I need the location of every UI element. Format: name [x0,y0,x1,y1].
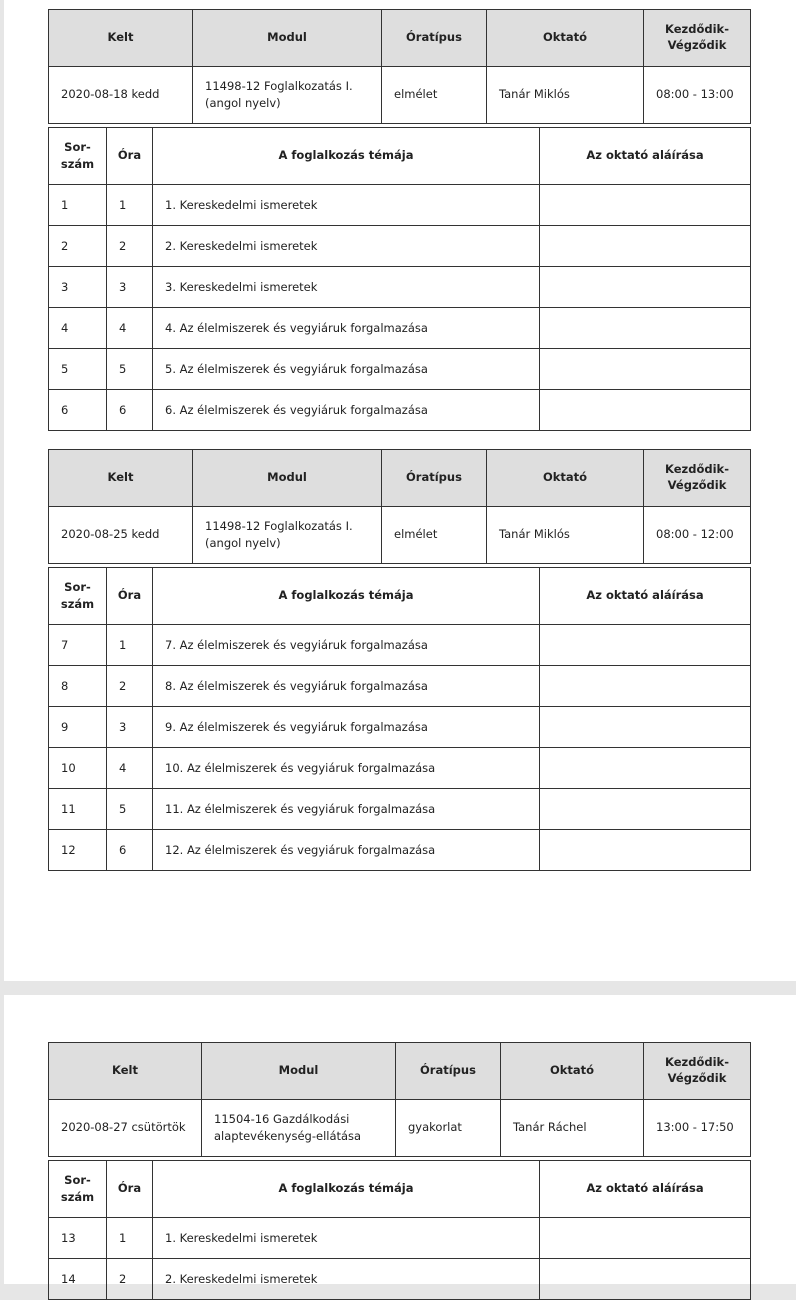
ora-cell: 6 [107,390,153,431]
sorszam-cell: 5 [49,349,107,390]
modul-value: 11498-12 Foglalkozatás I. (angol nyelv) [193,507,382,564]
col-alairas: Az oktató aláírása [540,568,751,625]
tema-cell: 8. Az élelmiszerek és vegyiáruk forgalmazása [153,666,540,707]
tema-cell: 10. Az élelmiszerek és vegyiáruk forgalmazása [153,748,540,789]
col-tema: A foglalkozás témája [153,128,540,185]
ora-cell: 5 [107,349,153,390]
table-row [49,789,751,830]
table-row [49,308,751,349]
oktato-value: Tanár Miklós [487,67,644,124]
ora-cell: 5 [107,789,153,830]
col-sorszam: Sor- szám [49,568,107,625]
document-page-1 [4,0,796,981]
signature-cell [540,267,751,308]
sorszam-cell: 4 [49,308,107,349]
signature-cell [540,666,751,707]
kelt-value: 2020-08-18 kedd [49,67,193,124]
session-block [48,449,750,871]
oratipus-value: elmélet [382,67,487,124]
col-kelt: Kelt [49,1043,202,1100]
col-oratipus: Óratípus [382,450,487,507]
oratipus-value: gyakorlat [396,1100,501,1157]
tema-cell: 11. Az élelmiszerek és vegyiáruk forgalmazása [153,789,540,830]
col-alairas: Az oktató aláírása [540,128,751,185]
table-row [49,1218,751,1259]
sorszam-cell: 12 [49,830,107,871]
oktato-value: Tanár Miklós [487,507,644,564]
col-modul: Modul [193,10,382,67]
sorszam-cell: 7 [49,625,107,666]
col-alairas: Az oktató aláírása [540,1161,751,1218]
session-header-table [48,9,751,124]
tema-cell: 1. Kereskedelmi ismeretek [153,1218,540,1259]
col-kelt: Kelt [49,450,193,507]
modul-value: 11498-12 Foglalkozatás I. (angol nyelv) [193,67,382,124]
session-header-table [48,1042,751,1157]
table-row [49,267,751,308]
ido-value: 08:00 - 13:00 [644,67,751,124]
signature-cell [540,789,751,830]
modul-value: 11504-16 Gazdálkodási alaptevékenység-ellátása [202,1100,396,1157]
table-row [49,390,751,431]
ora-cell: 2 [107,666,153,707]
ido-value: 13:00 - 17:50 [644,1100,751,1157]
ora-cell: 3 [107,267,153,308]
ora-cell: 1 [107,185,153,226]
col-ora: Óra [107,568,153,625]
col-oktato: Oktató [501,1043,644,1100]
signature-cell [540,308,751,349]
topics-table [48,567,751,871]
ora-cell: 2 [107,1259,153,1300]
table-row [49,666,751,707]
document-page-2 [4,995,796,1284]
table-row [49,748,751,789]
col-sorszam: Sor- szám [49,128,107,185]
signature-cell [540,625,751,666]
ora-cell: 4 [107,308,153,349]
signature-cell [540,390,751,431]
col-kelt: Kelt [49,10,193,67]
tema-cell: 4. Az élelmiszerek és vegyiáruk forgalmazása [153,308,540,349]
session-block [48,9,750,431]
table-row [49,625,751,666]
col-oktato: Oktató [487,450,644,507]
signature-cell [540,1218,751,1259]
tema-cell: 6. Az élelmiszerek és vegyiáruk forgalmazása [153,390,540,431]
kelt-value: 2020-08-27 csütörtök [49,1100,202,1157]
session-header-table [48,449,751,564]
col-oratipus: Óratípus [396,1043,501,1100]
ora-cell: 2 [107,226,153,267]
sorszam-cell: 6 [49,390,107,431]
tema-cell: 5. Az élelmiszerek és vegyiáruk forgalmazása [153,349,540,390]
sorszam-cell: 13 [49,1218,107,1259]
session-block [48,1042,750,1300]
table-row [49,707,751,748]
ido-value: 08:00 - 12:00 [644,507,751,564]
col-oktato: Oktató [487,10,644,67]
signature-cell [540,226,751,267]
tema-cell: 3. Kereskedelmi ismeretek [153,267,540,308]
ora-cell: 1 [107,1218,153,1259]
sorszam-cell: 3 [49,267,107,308]
signature-cell [540,748,751,789]
ora-cell: 6 [107,830,153,871]
tema-cell: 1. Kereskedelmi ismeretek [153,185,540,226]
topics-table [48,1160,751,1300]
signature-cell [540,830,751,871]
sorszam-cell: 11 [49,789,107,830]
col-modul: Modul [202,1043,396,1100]
col-sorszam: Sor- szám [49,1161,107,1218]
tema-cell: 9. Az élelmiszerek és vegyiáruk forgalmazása [153,707,540,748]
col-ora: Óra [107,128,153,185]
signature-cell [540,349,751,390]
col-ido: Kezdődik- Végződik [644,1043,751,1100]
ora-cell: 3 [107,707,153,748]
col-ido: Kezdődik- Végződik [644,450,751,507]
oratipus-value: elmélet [382,507,487,564]
tema-cell: 12. Az élelmiszerek és vegyiáruk forgalmazása [153,830,540,871]
signature-cell [540,185,751,226]
sorszam-cell: 2 [49,226,107,267]
tema-cell: 7. Az élelmiszerek és vegyiáruk forgalmazása [153,625,540,666]
topics-table [48,127,751,431]
signature-cell [540,1259,751,1300]
sorszam-cell: 14 [49,1259,107,1300]
sorszam-cell: 8 [49,666,107,707]
table-row [49,185,751,226]
table-row [49,226,751,267]
col-modul: Modul [193,450,382,507]
tema-cell: 2. Kereskedelmi ismeretek [153,226,540,267]
oktato-value: Tanár Ráchel [501,1100,644,1157]
kelt-value: 2020-08-25 kedd [49,507,193,564]
signature-cell [540,707,751,748]
tema-cell: 2. Kereskedelmi ismeretek [153,1259,540,1300]
sorszam-cell: 10 [49,748,107,789]
table-row [49,349,751,390]
col-ido: Kezdődik- Végződik [644,10,751,67]
ora-cell: 1 [107,625,153,666]
col-ora: Óra [107,1161,153,1218]
col-tema: A foglalkozás témája [153,1161,540,1218]
sorszam-cell: 9 [49,707,107,748]
col-tema: A foglalkozás témája [153,568,540,625]
table-row [49,830,751,871]
table-row [49,1259,751,1300]
ora-cell: 4 [107,748,153,789]
col-oratipus: Óratípus [382,10,487,67]
sorszam-cell: 1 [49,185,107,226]
